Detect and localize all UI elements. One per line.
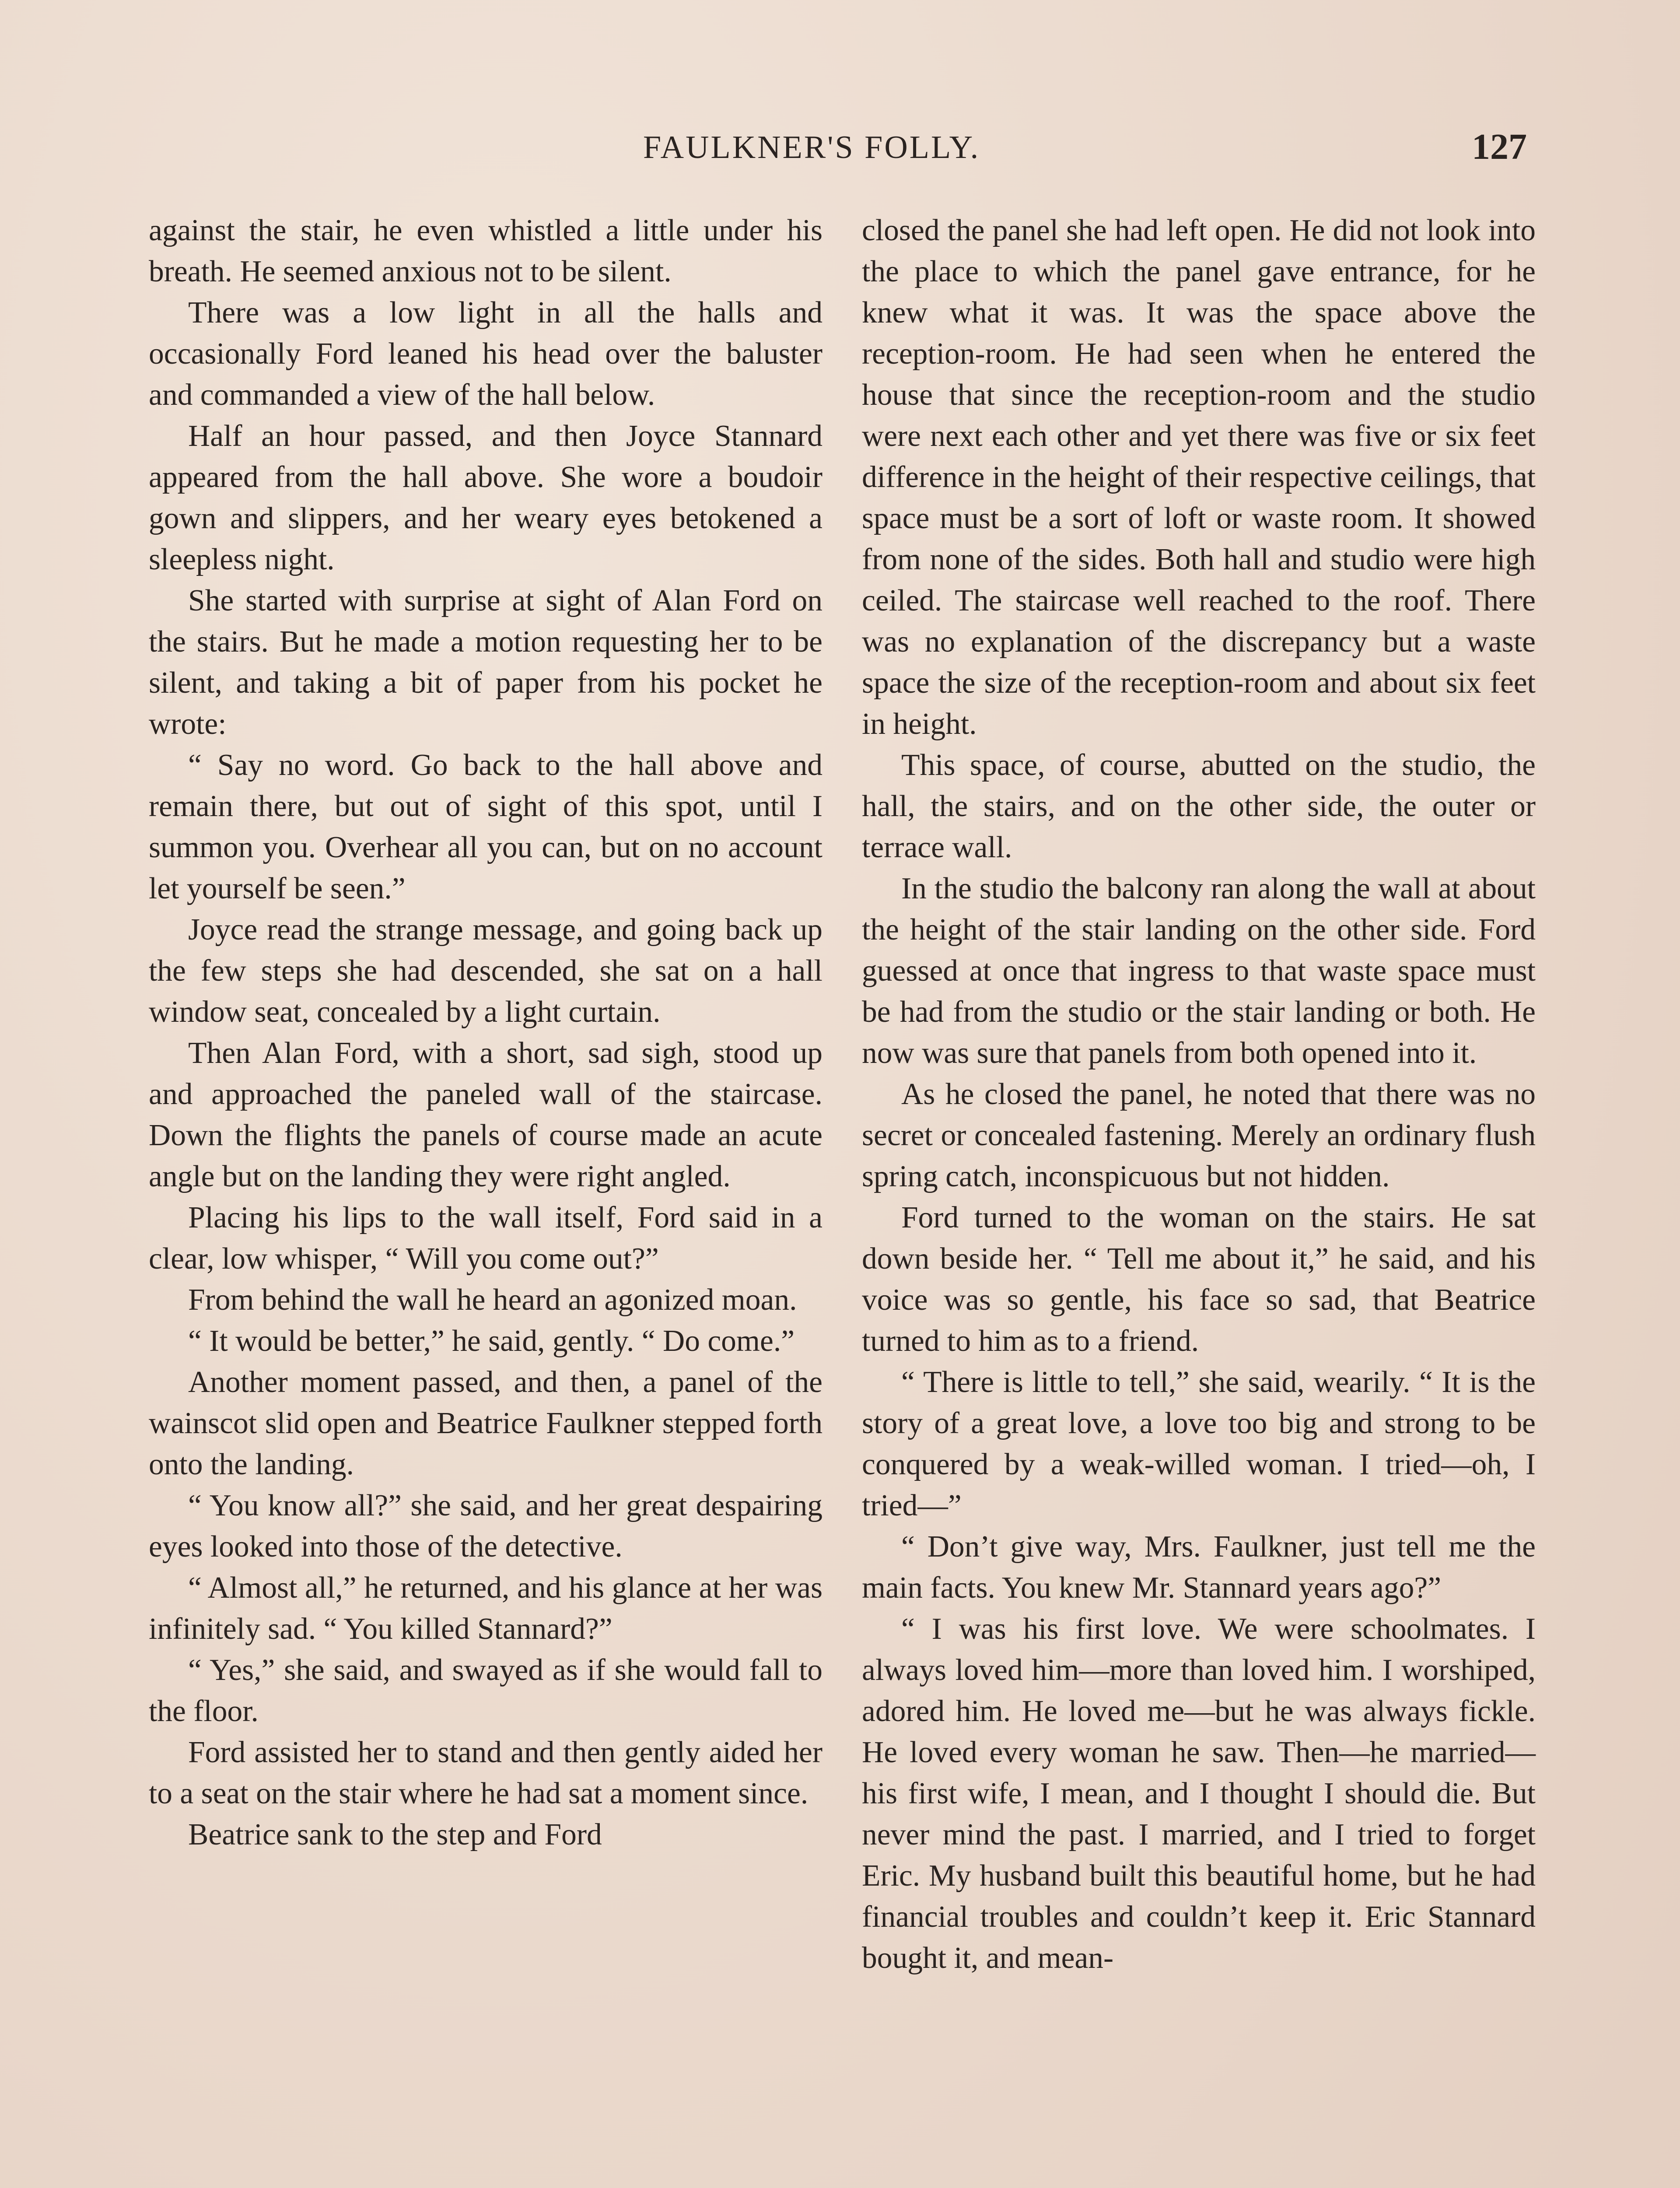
paragraph: In the studio the balcony ran along the wall at about the height of the stair landing on the other side. Ford guessed at once that ingress to that waste space must be had from the studio or the stair landing or both. He now was sure that panels from both opened into it.: [862, 872, 1536, 1070]
paragraph: “ You know all?” she said, and her great despairing eyes looked into those of the detective.: [149, 1489, 822, 1564]
right-column: [862, 210, 1536, 1979]
left-column: [149, 210, 822, 1855]
paragraph: Joyce read the strange message, and going back up the few steps she had descended, she sat on a hall window seat, concealed by a light curtain.: [149, 913, 822, 1029]
paragraph: against the stair, he even whistled a little under his breath. He seemed anxious not to be silent.: [149, 214, 822, 288]
paragraph: Half an hour passed, and then Joyce Stannard appeared from the hall above. She wore a boudoir gown and slippers, and her weary eyes betokened a sleepless night.: [149, 419, 822, 576]
paragraph: Another moment passed, and then, a panel of the wainscot slid open and Beatrice Faulkner stepped forth onto the landing.: [149, 1365, 822, 1481]
paragraph: She started with surprise at sight of Alan Ford on the stairs. But he made a motion requesting her to be silent, and taking a bit of paper from his pocket he wrote:: [149, 584, 822, 741]
page-header: [0, 126, 1680, 182]
paragraph: Placing his lips to the wall itself, Ford said in a clear, low whisper, “ Will you come out?”: [149, 1201, 822, 1276]
paragraph: From behind the wall he heard an agonized moan.: [188, 1283, 797, 1317]
paragraph: “ Don’t give way, Mrs. Faulkner, just tell me the main facts. You knew Mr. Stannard years ago?”: [862, 1530, 1536, 1605]
paragraph: There was a low light in all the halls and occasionally Ford leaned his head over the baluster and commanded a view of the hall below.: [149, 296, 822, 412]
running-title: FAULKNER'S FOLLY.: [643, 130, 980, 165]
paragraph: “ Say no word. Go back to the hall above and remain there, but out of sight of this spot, until I summon you. Overhear all you can, but on no account let yourself be seen.”: [149, 748, 822, 905]
paragraph: Beatrice sank to the step and Ford: [188, 1818, 602, 1851]
page-number: 127: [1472, 126, 1527, 167]
paragraph: “ Almost all,” he returned, and his glance at her was infinitely sad. “ You killed Stannard?”: [149, 1571, 822, 1646]
paragraph: As he closed the panel, he noted that there was no secret or concealed fastening. Merely an ordinary flush spring catch, inconspicuous but not hidden.: [862, 1077, 1536, 1193]
paragraph: “ There is little to tell,” she said, wearily. “ It is the story of a great love, a love too big and strong to be conquered by a weak-willed woman. I tried—oh, I tried—”: [862, 1365, 1536, 1522]
paragraph: closed the panel she had left open. He did not look into the place to which the panel gave entrance, for he knew what it was. It was the space above the reception-room. He had seen when he entered the house that since the reception-room and the studio were next each other and yet there was five or six feet difference in the height of their respective ceilings, that space must be a sort of loft or waste room. It showed from none of the sides. Both hall and studio were high ceiled. The staircase well reached to the roof. There was no explanation of the discrepancy but a waste space the size of the reception-room and about six feet in height.: [862, 214, 1536, 741]
paragraph: “ Yes,” she said, and swayed as if she would fall to the floor.: [149, 1653, 822, 1728]
paragraph: Ford assisted her to stand and then gently aided her to a seat on the stair where he had sat a moment since.: [149, 1736, 822, 1810]
paragraph: Then Alan Ford, with a short, sad sigh, stood up and approached the paneled wall of the staircase. Down the flights the panels of course made an acute angle but on the landing they were right angled.: [149, 1036, 822, 1193]
paragraph: “ It would be better,” he said, gently. “ Do come.”: [188, 1324, 795, 1358]
paragraph: Ford turned to the woman on the stairs. He sat down beside her. “ Tell me about it,” he said, and his voice was so gentle, his face so sad, that Beatrice turned to him as to a friend.: [862, 1201, 1536, 1358]
paragraph: This space, of course, abutted on the studio, the hall, the stairs, and on the other side, the outer or terrace wall.: [862, 748, 1536, 864]
paragraph: “ I was his first love. We were schoolmates. I always loved him—more than loved him. I worshiped, adored him. He loved me—but he was always fickle. He loved every woman he saw. Then—he married—his first wife, I mean, and I thought I should die. But never mind the past. I married, and I tried to forget Eric. My husband built this beautiful home, but he had financial troubles and couldn’t keep it. Eric Stannard bought it, and mean-: [862, 1612, 1536, 1975]
